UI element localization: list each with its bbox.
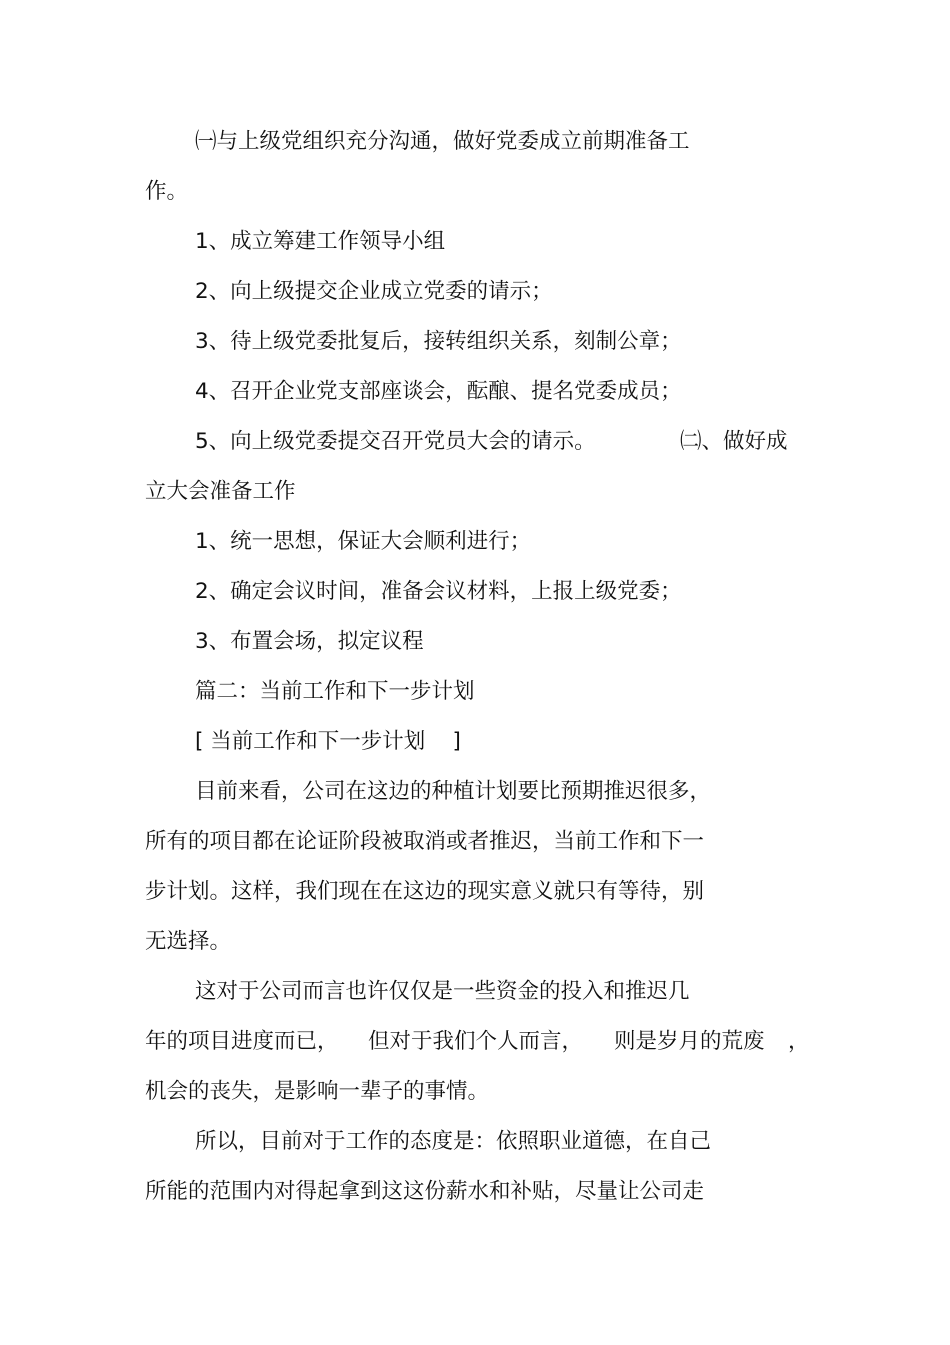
list-item: 2、确定会议时间，准备会议材料，上报上级党委； (195, 579, 682, 604)
list-item: 1、成立筹建工作领导小组 (195, 229, 446, 254)
list-item: 3、布置会场，拟定议程 (195, 629, 424, 654)
list-item: 3、待上级党委批复后，接转组织关系，刻制公章； (195, 329, 682, 354)
paragraph-line: 但对于我们个人而言， (368, 1029, 584, 1054)
article-subtitle: [ 当前工作和下一步计划 ] (195, 729, 461, 754)
article-title: 篇二：当前工作和下一步计划 (195, 679, 475, 704)
paragraph-line: 这对于公司而言也许仅仅是一些资金的投入和推迟几 (195, 979, 690, 1004)
section-heading-2: ㈡、做好成 (680, 429, 788, 454)
section-heading-1: ㈠与上级党组织充分沟通，做好党委成立前期准备工 (195, 129, 690, 154)
list-item: 4、召开企业党支部座谈会，酝酿、提名党委成员； (195, 379, 682, 404)
paragraph-line: 则是岁月的荒废 (614, 1029, 765, 1054)
paragraph-line: 所能的范围内对得起拿到这这份薪水和补贴，尽量让公司走 (145, 1179, 705, 1204)
list-item: 2、向上级提交企业成立党委的请示； (195, 279, 553, 304)
list-item: 1、统一思想，保证大会顺利进行； (195, 529, 532, 554)
paragraph-line: 作。 (145, 179, 189, 204)
paragraph-line: 所有的项目都在论证阶段被取消或者推迟，当前工作和下一 (145, 829, 705, 854)
paragraph-line: 步计划。这样，我们现在在这边的现实意义就只有等待，别 (145, 879, 705, 904)
paragraph-line: ， (788, 1029, 810, 1054)
paragraph-line: 年的项目进度而已， (145, 1029, 339, 1054)
paragraph-line: 机会的丧失，是影响一辈子的事情。 (145, 1079, 490, 1104)
paragraph-line: 目前来看，公司在这边的种植计划要比预期推迟很多， (195, 779, 712, 804)
paragraph-line: 立大会准备工作 (145, 479, 296, 504)
list-item: 5、向上级党委提交召开党员大会的请示。 (195, 429, 596, 454)
paragraph-line: 无选择。 (145, 929, 232, 954)
paragraph-line: 所以，目前对于工作的态度是：依照职业道德，在自己 (195, 1129, 712, 1154)
